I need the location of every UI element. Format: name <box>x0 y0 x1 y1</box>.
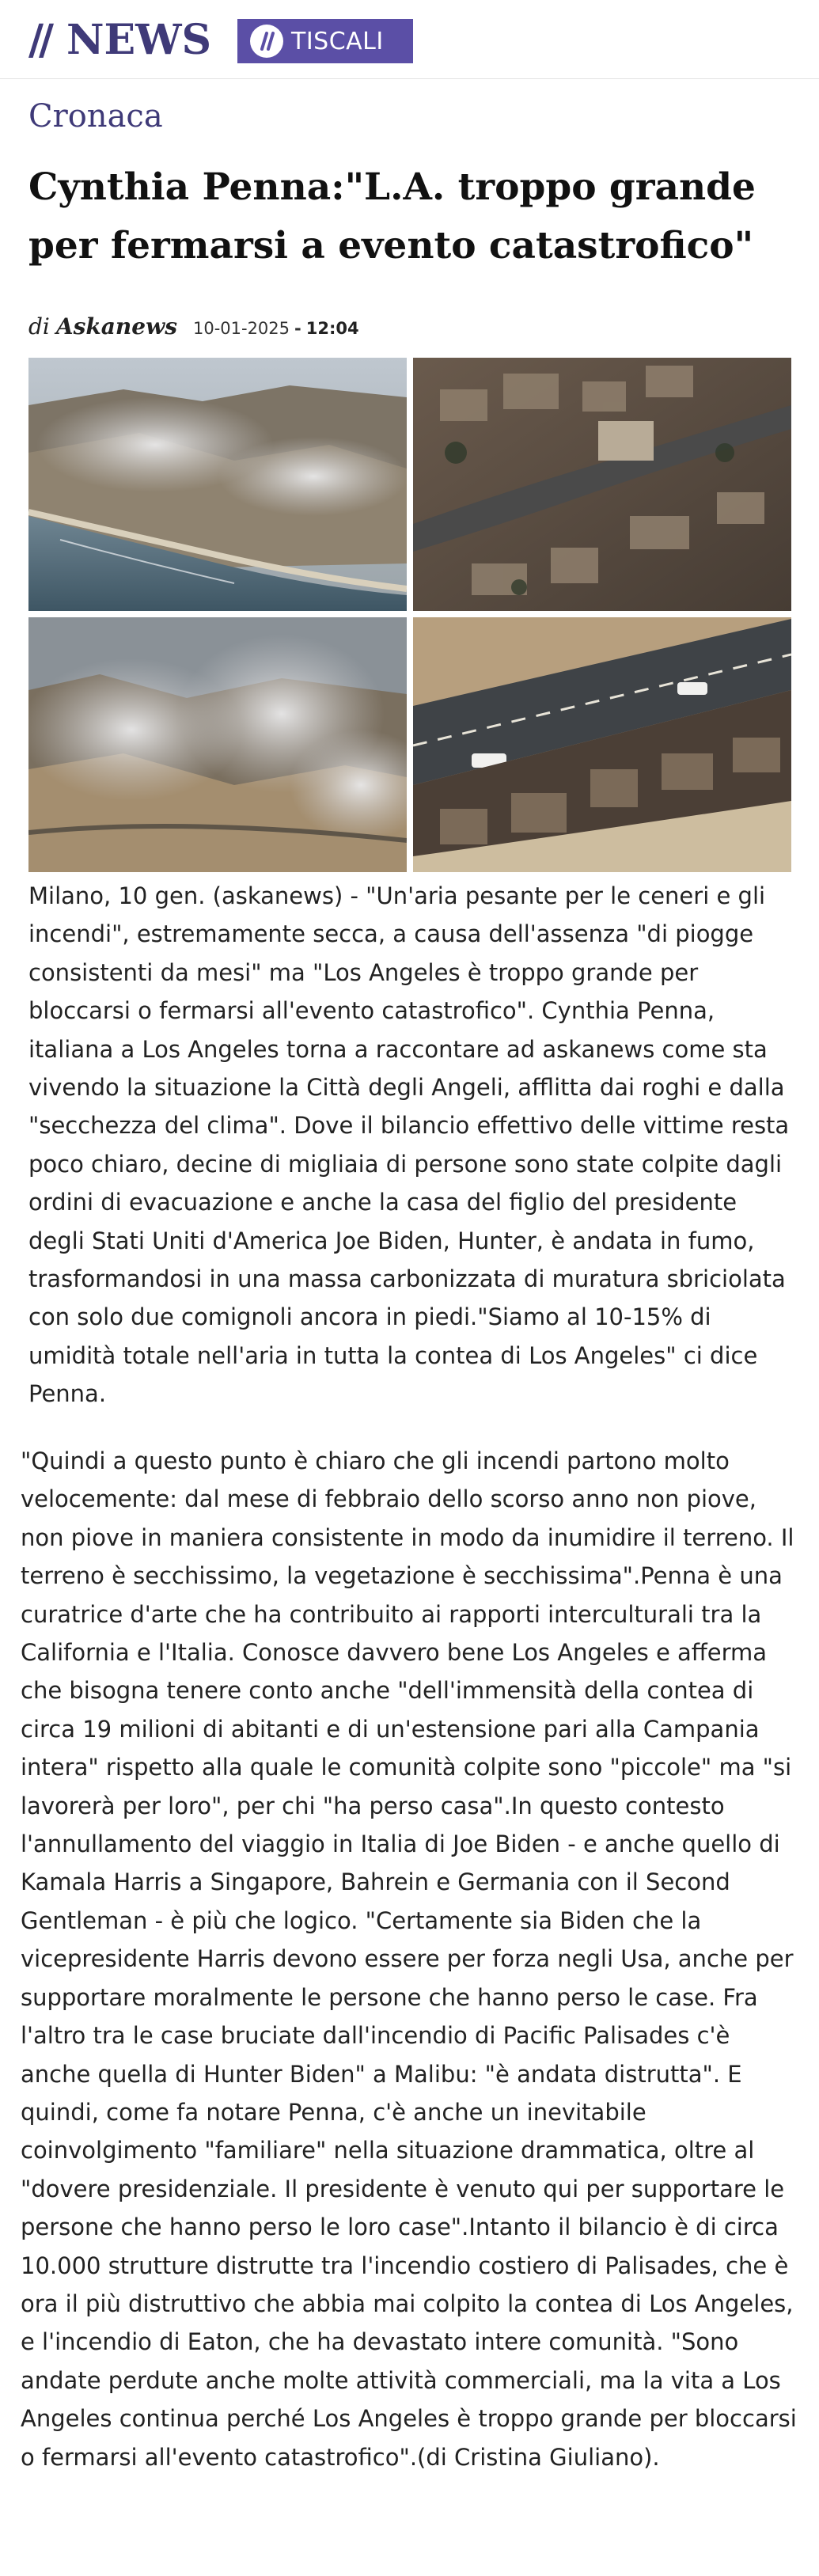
partner-label: TISCALI <box>291 27 384 55</box>
author-link[interactable]: Askanews <box>55 313 177 340</box>
publish-date: 10-01-2025 <box>192 319 290 338</box>
tiscali-slash-icon <box>250 25 283 58</box>
date-separator: - <box>294 319 301 338</box>
article-paragraph: "Quindi a questo punto è chiaro che gli incendi partono molto velocemente: dal mese di febbraio dello scorso anno non piove, non piove in maniera consistente in modo da inumidire il terreno. Il terreno è secchissimo, la vegetazione è secchissima".Penna è una curatrice d'arte che ha contribuito ai rapporti interculturali tra la California e l'Italia. Conosce davvero bene Los Angeles e afferma che bisogna tenere conto anche "dell'immensità della contea di circa 19 milioni di abitanti e di un'estensione pari alla Campania intera" rispetto alla quale le comunità colpite sono "piccole" ma "si lavorerà per loro", per chi "ha perso casa".In questo contesto l'annullamento del viaggio in Italia di Joe Biden - e anche quello di Kamala Harris a Singapore, Bahrein e Germania con il Second Gentleman - è più che logico. "Certamente sia Biden che la vicepresidente Harris devono essere per forza negli Usa, anche per supportare moralmente le persone che hanno perso le case. Fra l'altro tra le case bruciate dall'incendio di Pacific Palisades c'è anche quella di Hunter Biden" a Malibu: "è andata distrutta". E quindi, come fa notare Penna, c'è anche un inevitabile coinvolgimento "familiare" nella situazione drammatica, oltre al "dovere presidenziale. Il presidente è venuto qui per supportare le persone che hanno perso le loro case".Intanto il bilancio è di circa 10.000 strutture distrutte tra l'incendio costiero di Palisades, che è ora il più distruttivo che abbia mai colpito la contea di Los Angeles, e l'incendio di Eaton, che ha devastato intere comunità. "Sono andate perdute anche molte attività commerciali, ma la vita a Los Angeles continua perché Los Angeles è troppo grande per bloccarsi o fermarsi all'evento catastrofico".(di Cristina Giuliano). <box>21 1447 797 2471</box>
article-title: Cynthia Penna:"L.A. troppo grande per fermarsi a evento catastrofico" <box>28 165 756 267</box>
site-logo-link[interactable] <box>28 8 211 71</box>
article-paragraph: Milano, 10 gen. (askanews) - "Un'aria pesante per le ceneri e gli incendi", estremamente secca, a causa dell'assenza "di piogge consistenti da mesi" ma "Los Angeles è troppo grande per bloccarsi o fermarsi all'evento catastrofico". Cynthia Penna, italiana a Los Angeles torna a raccontare ad askanews come sta vivendo la situazione la Città degli Angeli, afflitta dai roghi e dalla "secchezza del clima". Dove il bilancio effettivo delle vittime resta poco chiaro, decine di migliaia di persone sono state colpite dagli ordini di evacuazione e anche la casa del figlio del presidente degli Stati Uniti d'America Joe Biden, Hunter, è andata in fumo, trasformandosi in una massa carbonizzata di muratura sbriciolata con solo due comignoli ancora in piedi."Siamo al 10-15% di umidità totale nell'aria in tutta la contea di Los Angeles" ci dice Penna. <box>28 882 790 1408</box>
byline <box>28 313 359 340</box>
publish-time: 12:04 <box>305 319 359 338</box>
byline-prefix: di <box>28 313 50 340</box>
tiscali-partner-link[interactable] <box>237 19 413 63</box>
site-header <box>0 0 819 79</box>
logo-text: NEWS <box>66 15 212 64</box>
section-link-cronaca[interactable]: Cronaca <box>28 98 163 135</box>
logo-slashes: // <box>28 15 49 64</box>
wildfire-collage-photo <box>28 358 791 872</box>
